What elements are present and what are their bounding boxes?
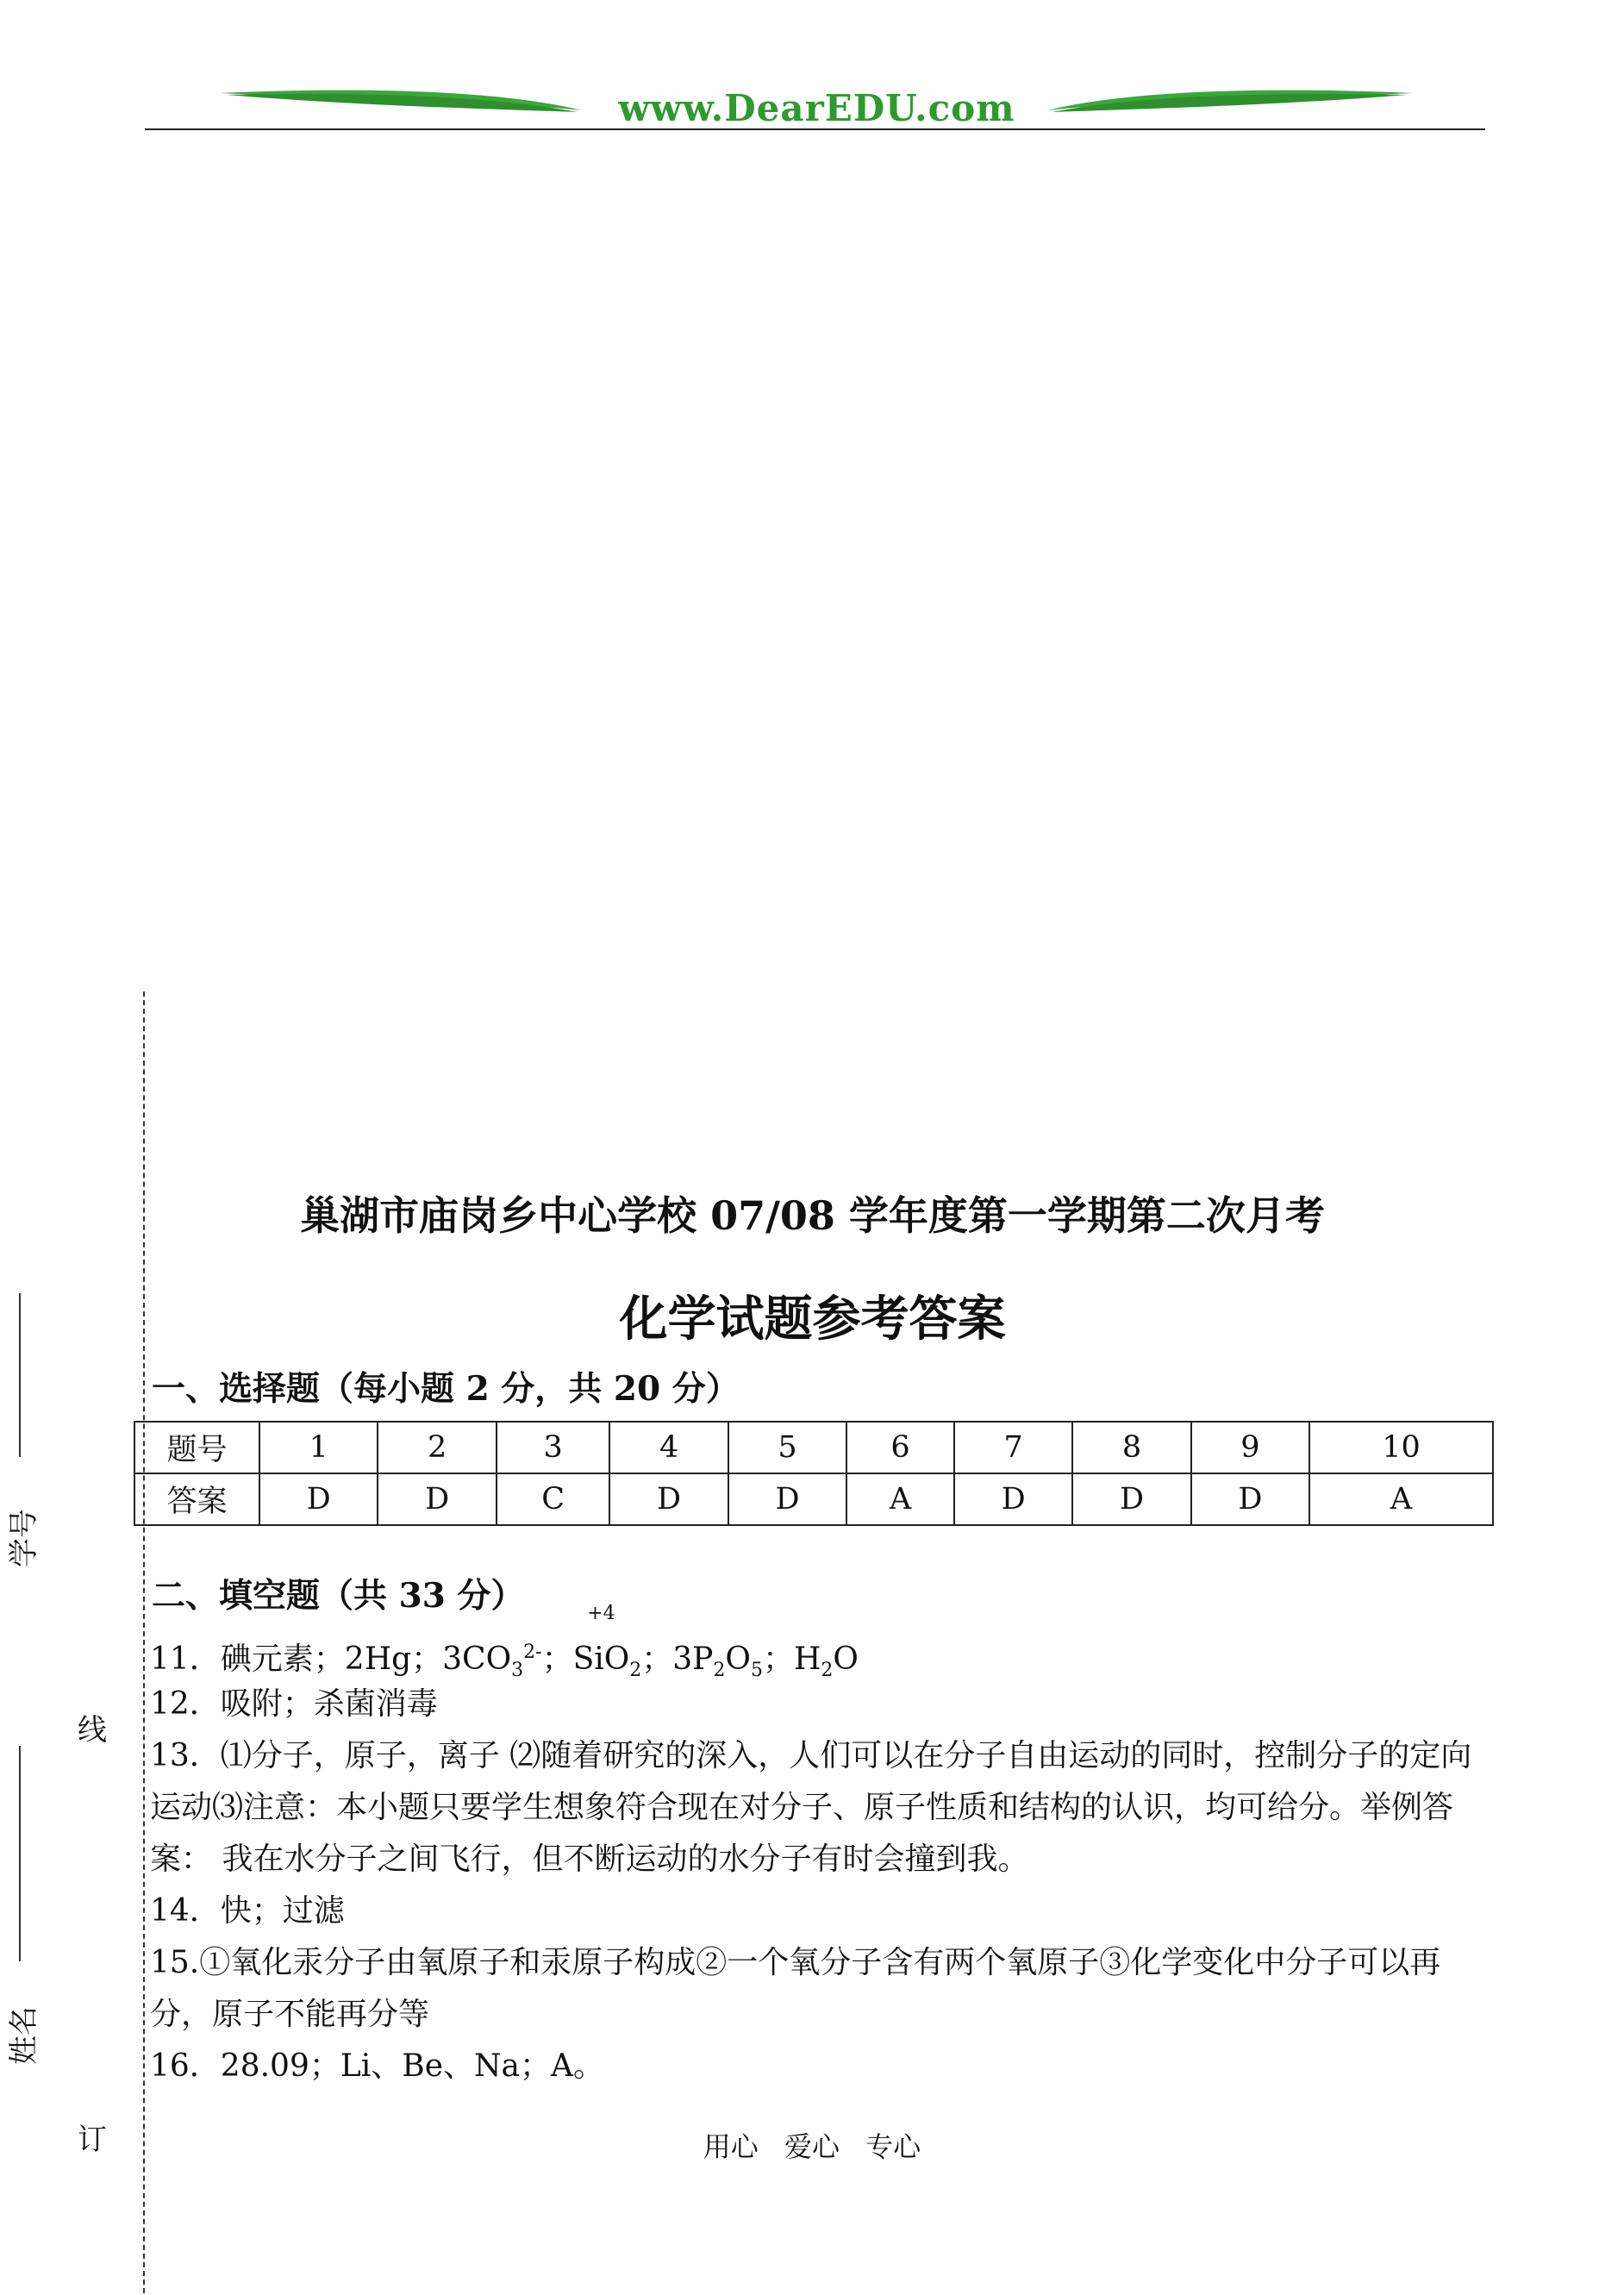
table-row-numbers bbox=[134, 1422, 1493, 1473]
q11-separator: ； bbox=[541, 1642, 573, 1677]
table-header-cell: 答案 bbox=[134, 1473, 259, 1525]
student-name-label: 姓名 bbox=[7, 2006, 41, 2065]
footer-word: 用心 bbox=[703, 2130, 759, 2163]
page-footer bbox=[0, 2129, 1624, 2164]
answer-line-16: 16．28.09；Li、Be、Na；A。 bbox=[150, 2048, 605, 2084]
exam-title: 巢湖市庙岗乡中心学校 07/08 学年度第一学期第二次月考 bbox=[300, 1192, 1325, 1239]
site-logo bbox=[220, 84, 1414, 133]
student-id-label: 学号 bbox=[7, 1509, 41, 1567]
question-number-cell: 1 bbox=[259, 1422, 378, 1473]
table-row-answers bbox=[134, 1473, 1493, 1525]
q11-co3-charge: 2- bbox=[523, 1642, 542, 1663]
footer-word: 专心 bbox=[865, 2130, 921, 2163]
answer-cell: D bbox=[1072, 1473, 1190, 1525]
question-number-cell: 4 bbox=[609, 1422, 728, 1473]
binding-word-xian: 线 bbox=[78, 1713, 107, 1748]
header-rule bbox=[145, 128, 1485, 130]
q11-tail: O bbox=[833, 1642, 859, 1677]
question-number-cell: 2 bbox=[378, 1422, 496, 1473]
answer-cell: D bbox=[728, 1473, 846, 1525]
q11-oxidation-mark: +4 bbox=[587, 1603, 615, 1624]
answer-line-14: 14．快；过滤 bbox=[150, 1893, 345, 1929]
footer-word: 爱心 bbox=[784, 2130, 840, 2163]
q11-sio2-subscript: 2 bbox=[629, 1660, 642, 1682]
question-number-cell: 5 bbox=[728, 1422, 846, 1473]
answer-cell: D bbox=[259, 1473, 378, 1525]
logo-text: www.DearEDU.com bbox=[618, 87, 1015, 129]
fill-in-answers bbox=[150, 1603, 1495, 2092]
answer-line-11 bbox=[150, 1603, 1495, 1682]
q11-h-subscript: 2 bbox=[821, 1660, 834, 1682]
section-multiple-choice-heading: 一、选择题（每小题 2 分，共 20 分） bbox=[152, 1369, 740, 1409]
question-number-cell: 8 bbox=[1072, 1422, 1190, 1473]
q11-p-subscript: 2 bbox=[713, 1660, 726, 1682]
question-number-cell: 3 bbox=[497, 1422, 610, 1473]
answer-cell: A bbox=[846, 1473, 954, 1525]
answer-cell: C bbox=[497, 1473, 610, 1525]
q11-prefix: 11．碘元素；2Hg；3CO bbox=[150, 1642, 512, 1677]
q11-p2o5: ；3P bbox=[641, 1642, 714, 1677]
question-number-cell: 7 bbox=[954, 1422, 1072, 1473]
binding-word-ding: 订 bbox=[78, 2123, 107, 2157]
answer-cell: D bbox=[609, 1473, 728, 1525]
q11-co3-subscript: 3 bbox=[511, 1660, 524, 1682]
question-number-cell: 6 bbox=[846, 1422, 954, 1473]
answer-cell: D bbox=[1191, 1473, 1309, 1525]
q11-h2o: ；H bbox=[762, 1642, 821, 1677]
answer-cell: D bbox=[378, 1473, 496, 1525]
section-fill-in-heading: 二、填空题（共 33 分） bbox=[152, 1576, 525, 1616]
answer-line-15: 15.①氧化汞分子由氧原子和汞原子构成②一个氧分子含有两个氧原子③化学变化中分子可以再分，原子不能再分等 bbox=[150, 1945, 1441, 2032]
q11-o-subscript: 5 bbox=[750, 1660, 763, 1682]
question-number-cell: 10 bbox=[1309, 1422, 1493, 1473]
answer-table bbox=[134, 1421, 1494, 1526]
answer-cell: D bbox=[954, 1473, 1072, 1525]
answer-line-13: 13．⑴分子，原子，离子 ⑵随着研究的深入，人们可以在分子自由运动的同时，控制分子的定向运动⑶注意：本小题只要学生想象符合现在对分子、原子性质和结构的认识，均可给分。举例答案： 我在水分子之间飞行，但不断运动的水分子有时会撞到我。 bbox=[150, 1738, 1472, 1877]
table-header-cell: 题号 bbox=[134, 1422, 259, 1473]
q11-sio2: SiO bbox=[572, 1642, 630, 1677]
student-id-blank[interactable] bbox=[19, 1293, 21, 1457]
answer-key-title: 化学试题参考答案 bbox=[619, 1291, 1006, 1348]
binding-dashed-line bbox=[143, 991, 145, 2293]
q11-o: O bbox=[725, 1642, 751, 1677]
q11-sio2-oxidation bbox=[572, 1603, 630, 1685]
student-name-blank[interactable] bbox=[19, 1746, 21, 1961]
answer-cell: A bbox=[1309, 1473, 1493, 1525]
answer-line-12: 12．吸附；杀菌消毒 bbox=[150, 1686, 438, 1722]
question-number-cell: 9 bbox=[1191, 1422, 1309, 1473]
